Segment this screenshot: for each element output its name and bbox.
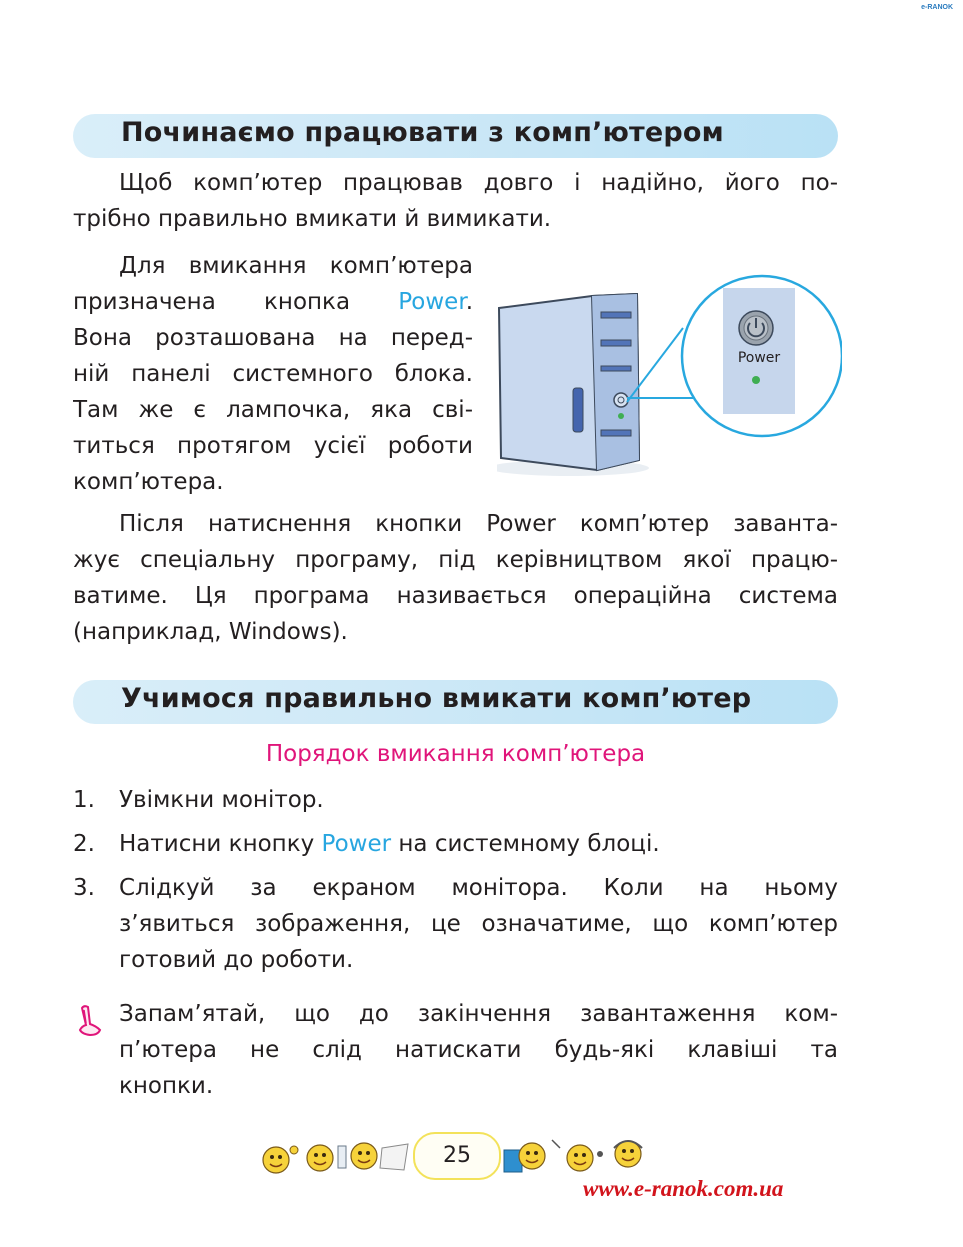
system-unit-drawing	[497, 270, 842, 480]
remember-icon	[76, 1004, 108, 1042]
text-line: Щоб комп’ютер працював довго і надійно, його по-	[119, 170, 838, 196]
website-link[interactable]: www.e-ranok.com.ua	[583, 1176, 784, 1201]
section-title: Починаємо працювати з комп’ютером	[121, 117, 724, 148]
power-paragraph	[73, 248, 473, 500]
text-line: Вона розташована на перед-	[73, 325, 473, 351]
step-number: 3.	[73, 875, 95, 901]
procedure-subtitle: Порядок вмикання комп’ютера	[265, 741, 646, 767]
power-term: Power	[398, 289, 466, 315]
remember-note	[119, 996, 838, 1104]
intro-paragraph	[73, 165, 838, 237]
page-number: 25	[413, 1132, 501, 1180]
text-line: комп’ютера.	[73, 469, 224, 495]
step-text: Слідкуй за екраном монітора. Коли на ньому з’явиться зображення, це означатиме, що комп’ютер готовий до роботи.	[119, 875, 838, 973]
section-header-2	[73, 680, 838, 724]
text-line: жує спеціальну програму, під керівництвом якої працю-	[73, 547, 838, 573]
text-line: Запам’ятай, що до закінчення завантаження ком-	[119, 1001, 838, 1027]
step-number: 1.	[73, 787, 95, 813]
text-line: кнопки.	[119, 1073, 214, 1099]
list-item	[73, 870, 838, 980]
system-unit-illustration	[497, 270, 842, 480]
os-paragraph	[73, 506, 838, 650]
list-item	[73, 782, 838, 818]
power-label: Power	[737, 350, 781, 366]
mascot-group-left	[258, 1134, 413, 1178]
list-item	[73, 826, 838, 862]
text-line: Після натиснення кнопки Power комп’ютер заванта-	[119, 511, 838, 537]
section-header-1	[73, 114, 838, 158]
text-line: ній панелі системного блока.	[73, 361, 473, 387]
text-line: призначена кнопка Power.	[73, 289, 473, 315]
text-line: (наприклад, Windows).	[73, 619, 348, 645]
text-line: ватиме. Ця програма називається операційна система	[73, 583, 838, 609]
section-title: Учимося правильно вмикати комп’ютер	[121, 683, 752, 714]
text-line: Для вмикання комп’ютера	[119, 253, 473, 279]
text-line: титься протягом усієї роботи	[73, 433, 473, 459]
step-number: 2.	[73, 831, 95, 857]
text-line: трібно правильно вмикати й вимикати.	[73, 206, 552, 232]
power-term: Power	[321, 831, 392, 857]
text-line: п’ютера не слід натискати будь-які клавіші та	[119, 1037, 838, 1063]
publisher-logo: e-RANOK	[921, 4, 953, 11]
step-text: Увімкни монітор.	[119, 787, 324, 813]
text-line: Там же є лампочка, яка сві-	[73, 397, 473, 423]
step-text: Натисни кнопку Power на системному блоці.	[119, 831, 660, 857]
mascot-group-right	[500, 1134, 655, 1178]
